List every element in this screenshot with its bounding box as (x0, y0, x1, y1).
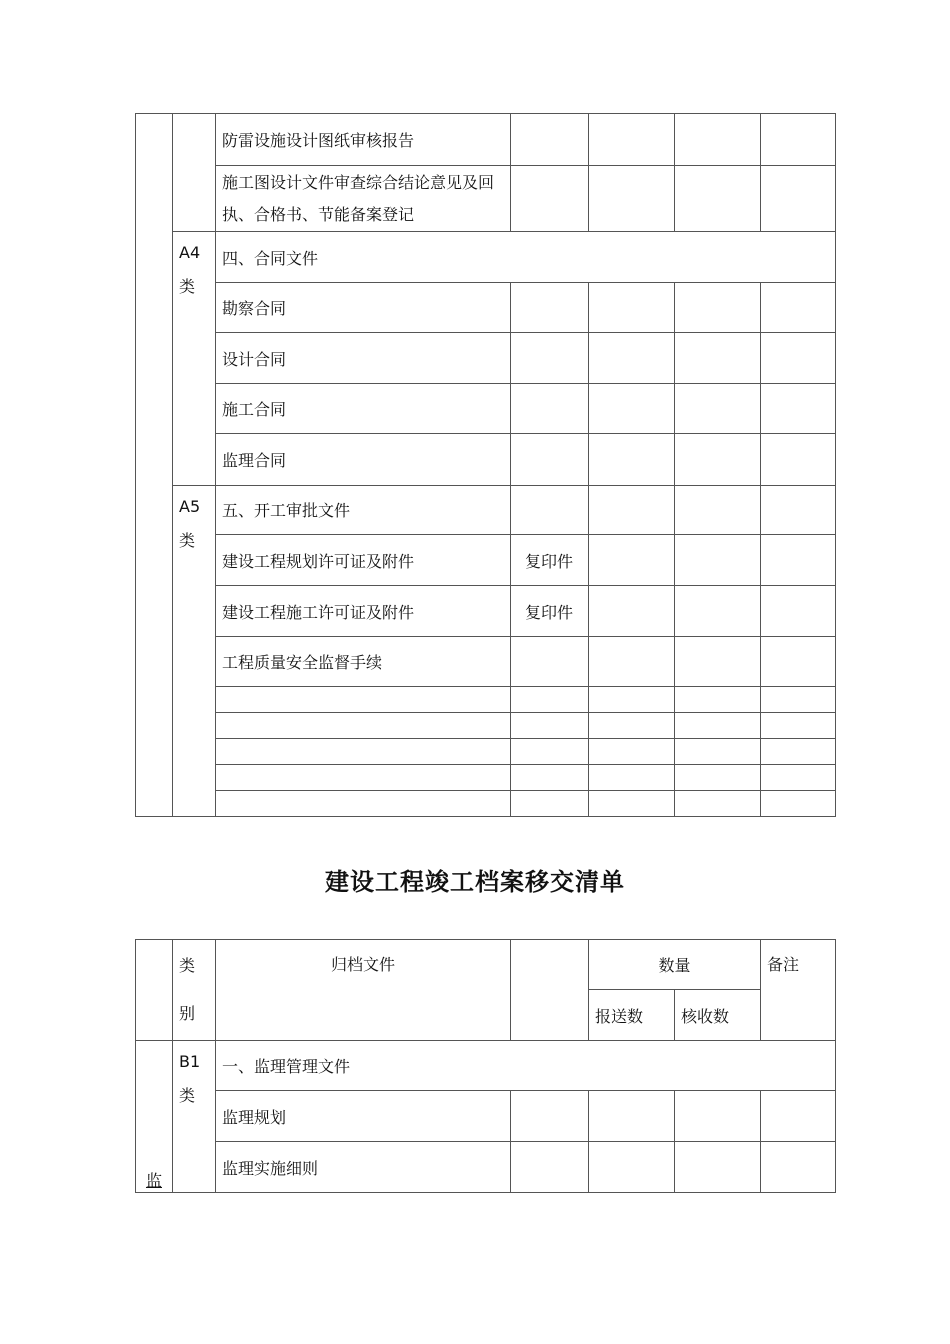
copy-type-cell (511, 434, 589, 486)
received-count-cell (675, 333, 761, 384)
copy-type-cell: 复印件 (511, 535, 589, 586)
sent-count-cell (589, 765, 675, 791)
sent-count-cell (589, 283, 675, 333)
document-title: 建设工程竣工档案移交清单 (325, 868, 625, 896)
file-name-cell (216, 765, 511, 791)
file-name-cell: 施工图设计文件审查综合结论意见及回执、合格书、节能备案登记 (216, 166, 511, 232)
copy-type-cell (511, 791, 589, 817)
category-suffix: 类 (179, 1086, 196, 1105)
remarks-cell (761, 114, 836, 166)
category-code: B1 (179, 1052, 201, 1071)
remarks-cell (761, 333, 836, 384)
sent-count-cell (589, 535, 675, 586)
remarks-cell (761, 166, 836, 232)
sent-count-cell (589, 739, 675, 765)
remarks-cell (761, 486, 836, 535)
section-heading-row (136, 232, 836, 283)
received-count-cell (675, 434, 761, 486)
sent-count-cell (589, 333, 675, 384)
remarks-cell (761, 1091, 836, 1142)
header-row (136, 940, 836, 990)
received-count-cell (675, 535, 761, 586)
remarks-cell (761, 434, 836, 486)
file-name-cell: 施工合同 (216, 384, 511, 434)
copy-type-cell (511, 1142, 589, 1193)
remarks-cell (761, 1142, 836, 1193)
received-count-cell (675, 384, 761, 434)
sent-count-cell (589, 434, 675, 486)
sent-count-cell (589, 486, 675, 535)
category-a4-cell (173, 232, 216, 486)
copy-type-cell (511, 713, 589, 739)
table-row (136, 1142, 836, 1193)
empty-row (136, 713, 836, 739)
sent-count-cell (589, 384, 675, 434)
received-count-cell (675, 1142, 761, 1193)
file-name-cell: 监理合同 (216, 434, 511, 486)
remarks-cell (761, 637, 836, 687)
sent-count-cell (589, 1091, 675, 1142)
file-name-cell: 防雷设施设计图纸审核报告 (216, 114, 511, 166)
file-name-cell: 建设工程规划许可证及附件 (216, 535, 511, 586)
table-row (136, 637, 836, 687)
copy-type-cell (511, 739, 589, 765)
copy-type-cell (511, 283, 589, 333)
section-heading-row (136, 486, 836, 535)
sent-count-cell (589, 637, 675, 687)
category-header-line1: 类 (179, 956, 196, 975)
table-row (136, 384, 836, 434)
remarks-cell (761, 535, 836, 586)
copy-type-cell: 复印件 (511, 586, 589, 637)
sent-count-cell (589, 166, 675, 232)
copy-type-cell (511, 486, 589, 535)
empty-row (136, 739, 836, 765)
sent-count-cell (589, 791, 675, 817)
received-count-cell (675, 283, 761, 333)
section-heading: 一、监理管理文件 (216, 1041, 836, 1091)
copy-type-cell (511, 333, 589, 384)
left-margin-cell (136, 114, 173, 817)
category-suffix: 类 (179, 277, 196, 296)
remarks-cell (761, 713, 836, 739)
remarks-cell (761, 791, 836, 817)
table-row (136, 434, 836, 486)
file-name-cell: 监理规划 (216, 1091, 511, 1142)
received-count-cell (675, 1091, 761, 1142)
category-b1-cell (173, 1041, 216, 1193)
sent-count-cell (589, 114, 675, 166)
section-heading-row (136, 1041, 836, 1091)
file-name-cell (216, 687, 511, 713)
copy-type-cell (511, 687, 589, 713)
category-suffix: 类 (179, 531, 196, 550)
file-name-cell: 建设工程施工许可证及附件 (216, 586, 511, 637)
archive-table-continued (135, 113, 836, 817)
table-row (136, 535, 836, 586)
file-name-cell: 勘察合同 (216, 283, 511, 333)
left-margin-cell (136, 940, 173, 1041)
table-row (136, 333, 836, 384)
received-count-header-cell: 核收数 (675, 990, 761, 1041)
received-count-cell (675, 765, 761, 791)
file-name-cell (216, 791, 511, 817)
file-name-cell: 工程质量安全监督手续 (216, 637, 511, 687)
sent-count-cell (589, 713, 675, 739)
sent-count-cell (589, 687, 675, 713)
received-count-cell (675, 791, 761, 817)
file-name-cell (216, 739, 511, 765)
quantity-header-cell: 数量 (589, 940, 761, 990)
left-label-cell (136, 1041, 173, 1193)
file-name-cell: 设计合同 (216, 333, 511, 384)
category-header-line2: 别 (179, 1004, 196, 1023)
category-cell (173, 114, 216, 232)
copy-type-cell (511, 637, 589, 687)
received-count-cell (675, 114, 761, 166)
remarks-cell (761, 739, 836, 765)
copy-type-cell (511, 114, 589, 166)
remarks-header-cell: 备注 (761, 940, 836, 1041)
table-row (136, 166, 836, 232)
received-count-cell (675, 486, 761, 535)
file-header-cell: 归档文件 (216, 940, 511, 1041)
empty-row (136, 687, 836, 713)
left-label: 监 (145, 1171, 162, 1190)
file-name-cell (216, 713, 511, 739)
section-heading: 五、开工审批文件 (216, 486, 511, 535)
file-name-cell: 监理实施细则 (216, 1142, 511, 1193)
table-row (136, 586, 836, 637)
category-header-cell (173, 940, 216, 1041)
category-a5-cell (173, 486, 216, 817)
remarks-cell (761, 586, 836, 637)
received-count-cell (675, 586, 761, 637)
category-code: A4 (179, 243, 201, 262)
remarks-cell (761, 765, 836, 791)
copy-type-cell (511, 1091, 589, 1142)
received-count-cell (675, 713, 761, 739)
received-count-cell (675, 637, 761, 687)
empty-row (136, 791, 836, 817)
received-count-cell (675, 687, 761, 713)
table-row (136, 283, 836, 333)
category-code: A5 (179, 497, 201, 516)
remarks-cell (761, 687, 836, 713)
table-row (136, 114, 836, 166)
empty-row (136, 765, 836, 791)
remarks-cell (761, 384, 836, 434)
section-heading: 四、合同文件 (216, 232, 836, 283)
archive-transfer-table (135, 939, 836, 1193)
sent-count-cell (589, 1142, 675, 1193)
remarks-cell (761, 283, 836, 333)
table-row (136, 1091, 836, 1142)
copy-type-cell (511, 765, 589, 791)
sent-count-header-cell: 报送数 (589, 990, 675, 1041)
sent-count-cell (589, 586, 675, 637)
received-count-cell (675, 166, 761, 232)
copy-type-cell (511, 166, 589, 232)
received-count-cell (675, 739, 761, 765)
copy-type-cell (511, 384, 589, 434)
copy-type-header-cell (511, 940, 589, 1041)
